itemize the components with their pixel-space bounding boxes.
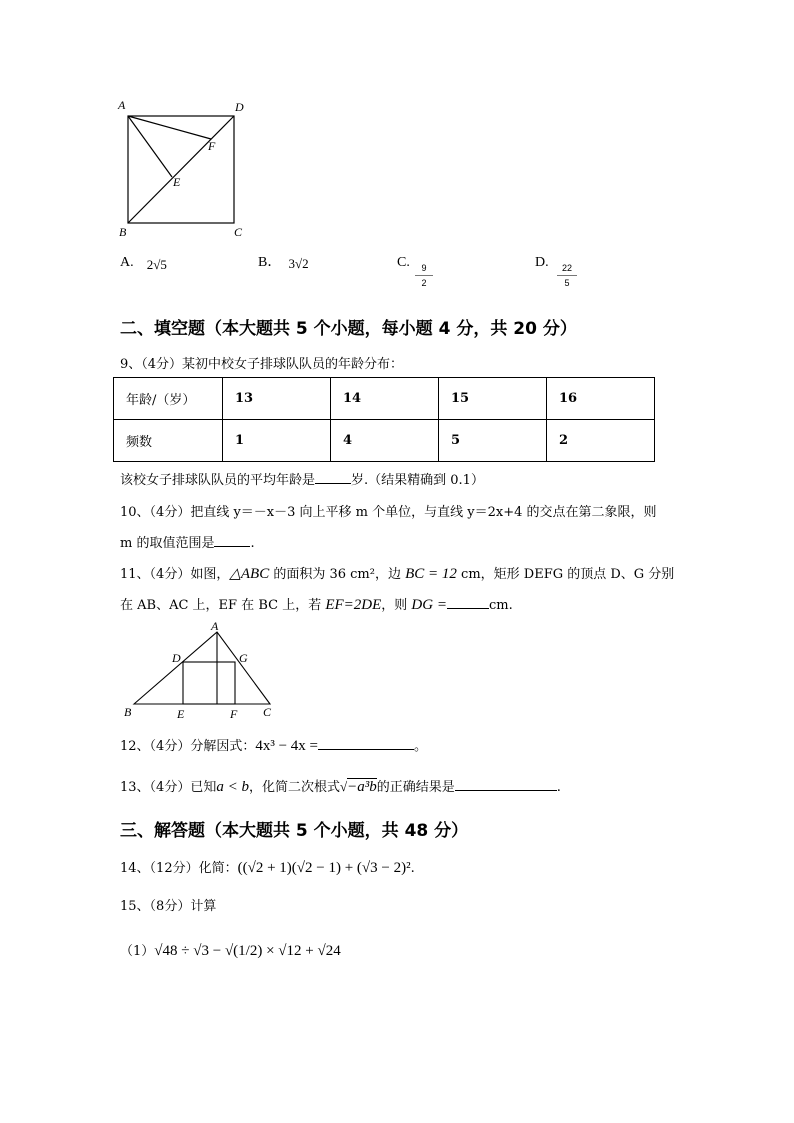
choice-a-value: 2√5 [146,257,167,272]
label-a: A [211,620,219,633]
section-2-heading: 二、填空题（本大题共 5 个小题，每小题 4 分，共 20 分） [120,319,577,339]
q9-prefix: 9、（4分）某初中校女子排球队队员的年龄分布： [120,357,404,372]
q15-part1 [120,940,341,960]
choice-c[interactable] [397,251,427,288]
segment-ae [128,116,172,177]
q14-expr: ((√2 + 1)(√2 − 1) + (√3 − 2)² [237,860,411,876]
q10-line2-text: m 的取值范围是 [120,536,215,551]
q9-question [120,469,484,488]
q9-question-end: 岁.（结果精确到 0.1） [351,473,484,488]
q12-answer-blank[interactable] [318,749,414,750]
q10-line1: 10、（4分）把直线 y＝－x－3 向上平移 m 个单位，与直线 y＝2x+4 的交点在第二象限，则 [120,505,657,520]
table-cell: 1 [223,420,331,462]
q11-line2 [120,594,513,614]
q15-part-label: （1） [120,944,155,959]
table-row [114,420,655,462]
q13-condition: a < b [216,779,249,795]
q11-line1 [120,563,674,583]
q9-answer-blank[interactable] [315,483,351,484]
q13-mid: ，化简二次根式 [248,780,340,795]
choice-b-label: B． [258,255,282,270]
label-c: C [234,225,243,239]
q12-prefix: 12、（4分）分解因式： [120,739,256,754]
label-f: F [208,139,216,153]
segment-af [128,116,211,139]
choice-b-value: 3√2 [288,256,309,271]
q14-prefix: 14、（12分）化简： [120,861,238,876]
label-b: B [119,225,127,239]
table-cell: 频数 [114,420,223,462]
rectangle-defg [183,662,235,704]
q11-part1: 11、（4分）如图， [120,567,230,582]
table-cell: 4 [331,420,439,462]
q9-question-text: 该校女子排球队队员的平均年龄是 [120,473,316,488]
q11-dg: DG = [411,597,447,613]
q10-line2-end: . [250,536,255,551]
q12 [120,735,427,755]
table-cell: 13 [223,378,331,420]
q11-line2a: 在 AB、AC 上，EF 在 BC 上，若 [120,598,326,613]
choice-d-label: D. [535,255,549,270]
q15-prefix: 15、（8分）计算 [120,899,217,914]
diagonal-bd [128,116,234,223]
q13-radical: √−a³b [339,779,377,795]
q10-line2 [120,532,255,551]
triangle-abc [134,632,270,704]
square-figure [115,95,255,240]
q11-line2c: cm. [488,598,513,613]
table-cell: 16 [547,378,655,420]
q11-part2: 的面积为 36 cm²，边 [269,567,406,582]
q13-answer-blank[interactable] [455,790,557,791]
q13-end: 的正确结果是 [376,780,455,795]
q11-answer-blank[interactable] [447,608,489,609]
triangle-figure [120,620,280,722]
label-e: E [177,707,185,721]
q12-end: 。 [414,739,428,754]
q11-line2b: ，则 [381,598,412,613]
q11-bc: BC = 12 [405,566,457,582]
choice-a[interactable] [120,251,167,271]
q13-prefix: 13、（4分）已知 [120,780,217,795]
label-a: A [118,98,126,112]
choice-b[interactable] [258,251,309,271]
q11-triangle: △ABC [229,566,270,582]
label-g: G [239,651,248,665]
table-cell: 15 [439,378,547,420]
age-distribution-table [113,377,655,462]
label-c: C [263,705,272,719]
q13-period: . [556,780,561,795]
section-3-heading: 三、解答题（本大题共 5 个小题，共 48 分） [120,821,469,841]
label-d: D [235,100,244,114]
table-cell: 14 [331,378,439,420]
q10-answer-blank[interactable] [214,546,250,547]
q12-expr: 4x³ − 4x = [255,738,318,754]
q14 [120,857,415,877]
table-row [114,378,655,420]
choice-d-fraction [557,261,577,290]
table-cell: 年龄/（岁） [114,378,223,420]
q11-eq: EF=2DE [325,597,382,613]
q11-part3: cm，矩形 DEFG 的顶点 D、G 分别 [456,567,675,582]
q15-expr: √48 ÷ √3 − √(1/2) × √12 + √24 [154,943,341,959]
choice-a-label: A. [120,255,134,270]
label-d: D [172,651,181,665]
label-f: F [230,707,238,721]
choice-c-den: 2 [415,275,433,290]
label-e: E [173,175,181,189]
table-cell: 5 [439,420,547,462]
choice-c-fraction [415,261,433,290]
label-b: B [124,705,132,719]
choice-d[interactable] [535,251,572,288]
q13 [120,776,561,796]
choice-d-num: 22 [561,263,572,273]
choice-d-den: 5 [557,275,577,290]
q14-end: . [410,861,415,876]
choice-c-num: 9 [421,263,427,273]
choice-c-label: C. [397,255,410,270]
table-cell: 2 [547,420,655,462]
q13-radicand: −a³b [347,779,377,795]
